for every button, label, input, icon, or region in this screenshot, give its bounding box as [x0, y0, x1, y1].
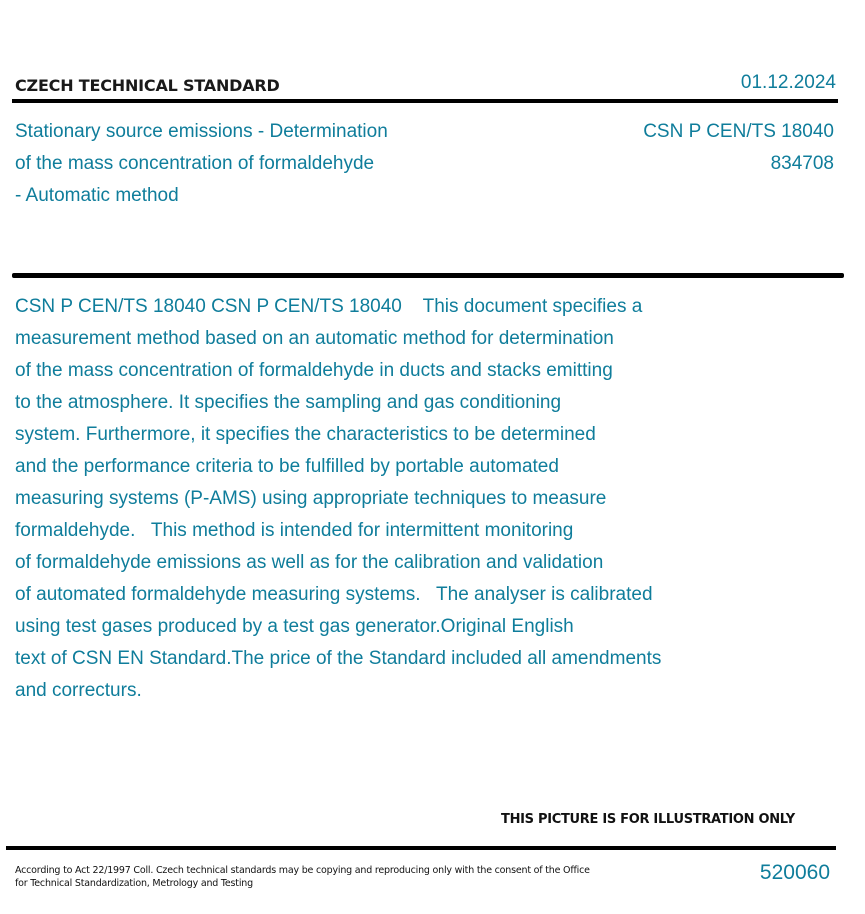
description-line: text of CSN EN Standard.The price of the Standard included all amendments [15, 648, 662, 669]
title-line: - Automatic method [15, 185, 179, 206]
standard-identifiers [643, 116, 834, 180]
description-line: of formaldehyde emissions as well as for the calibration and validation [15, 552, 604, 573]
description-line: CSN P CEN/TS 18040 CSN P CEN/TS 18040 This document specifies a [15, 296, 643, 317]
legal-notice [15, 864, 595, 890]
description-line: measuring systems (P-AMS) using appropriate techniques to measure [15, 488, 607, 509]
legal-notice-line: According to Act 22/1997 Coll. Czech technical standards may be copying and reproducing only with the consent of the Office [15, 865, 590, 876]
document-type-label: CZECH TECHNICAL STANDARD [15, 76, 280, 95]
catalog-number: 834708 [770, 153, 834, 174]
document-number: 520060 [759, 861, 830, 884]
description-line: of the mass concentration of formaldehyde in ducts and stacks emitting [15, 360, 613, 381]
title-line: Stationary source emissions - Determination [15, 121, 388, 142]
description-line: and correcturs. [15, 680, 142, 701]
description-line: to the atmosphere. It specifies the sampling and gas conditioning [15, 392, 562, 413]
illustration-disclaimer: THIS PICTURE IS FOR ILLUSTRATION ONLY [501, 812, 795, 827]
description-line: measurement method based on an automatic method for determination [15, 328, 614, 349]
description-line: and the performance criteria to be fulfilled by portable automated [15, 456, 559, 477]
title-line: of the mass concentration of formaldehyde [15, 153, 375, 174]
footer-divider [6, 846, 836, 850]
header-divider [12, 99, 838, 103]
standard-designation: CSN P CEN/TS 18040 [643, 121, 834, 142]
description-line: using test gases produced by a test gas generator.Original English [15, 616, 574, 637]
standard-description [15, 291, 755, 707]
publication-date: 01.12.2024 [740, 72, 836, 93]
description-line: system. Furthermore, it specifies the characteristics to be determined [15, 424, 596, 445]
legal-notice-line: for Technical Standardization, Metrology and Testing [15, 878, 253, 889]
standard-title [15, 116, 475, 212]
title-divider [12, 273, 844, 278]
description-line: of automated formaldehyde measuring systems. The analyser is calibrated [15, 584, 653, 605]
description-line: formaldehyde. This method is intended for intermittent monitoring [15, 520, 574, 541]
